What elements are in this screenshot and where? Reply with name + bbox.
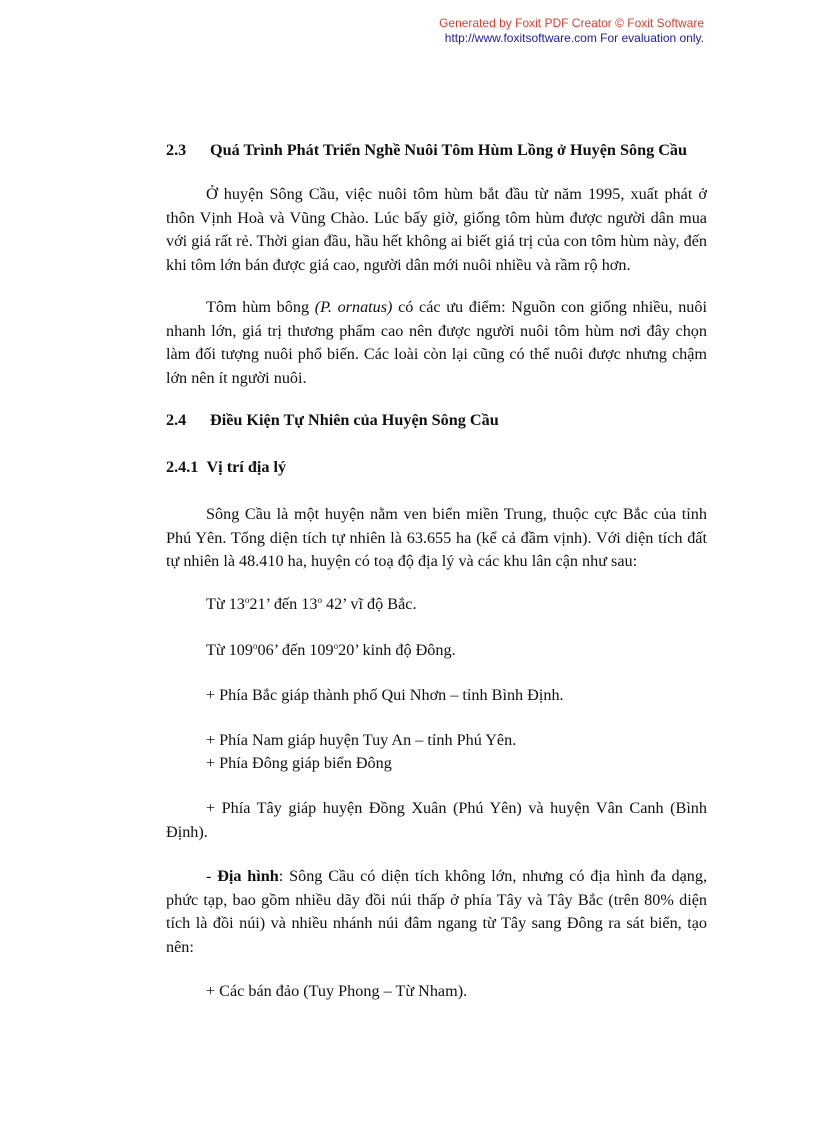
border-south: + Phía Nam giáp huyện Tuy An – tỉnh Phú Yên. <box>206 731 517 749</box>
watermark-line2: http://www.foxitsoftware.com For evaluation only. <box>444 31 704 45</box>
peninsulas-line: + Các bán đảo (Tuy Phong – Từ Nham). <box>206 982 468 1000</box>
ornatus-species-name: (P. ornatus) <box>314 298 393 316</box>
paragraph-ornatus <box>166 296 707 391</box>
heading-2-3 <box>166 139 707 163</box>
heading-2-4-number: 2.4 <box>166 411 187 429</box>
border-west: + Phía Tây giáp huyện Đồng Xuân (Phú Yên) và huyện Vân Canh (Bình Định). <box>166 799 707 841</box>
heading-2-4 <box>166 409 707 433</box>
paragraph-history: Ở huyện Sông Cầu, việc nuôi tôm hùm bắt đầu từ năm 1995, xuất phát ở thôn Vịnh Hoà và Vũng Chào. Lúc bấy giờ, giống tôm hùm được người dân mua với giá rất rẻ. Thời gian đầu, hầu hết không ai biết giá trị của con tôm hùm này, đến khi tôm lớn bán được giá cao, người dân mới nuôi nhiều và rầm rộ hơn. <box>166 185 707 275</box>
border-east: + Phía Đông giáp biển Đông <box>206 754 392 772</box>
heading-2-4-1-title: Vị trí địa lý <box>206 458 287 476</box>
watermark-line1: Generated by Foxit PDF Creator © Foxit Software <box>439 16 704 30</box>
paragraph-location: Sông Cầu là một huyện nằm ven biển miền Trung, thuộc cực Bắc của tỉnh Phú Yên. Tổng diện tích tự nhiên là 63.655 ha (kể cả đầm vịnh). Với diện tích đất tự nhiên là 48.410 ha, huyện có toạ độ địa lý và các khu lân cận như sau: <box>166 505 707 571</box>
ornatus-text-post: có các ưu điểm: Nguồn con giống nhiều, nuôi nhanh lớn, giá trị thương phẩm cao nên được người nuôi tôm hùm nơi đây chọn làm đối tượng nuôi phổ biến. Các loài còn lại cũng có thể nuôi được nhưng chậm lớn nên ít người nuôi. <box>166 298 707 388</box>
heading-2-3-title: Quá Trình Phát Triển Nghề Nuôi Tôm Hùm Lồng ở Huyện Sông Cầu <box>210 141 688 159</box>
heading-2-3-number: 2.3 <box>166 141 187 159</box>
heading-2-4-title: Điều Kiện Tự Nhiên của Huyện Sông Cầu <box>210 411 499 429</box>
longitude-line: Từ 109$^o$06’ đến 109$^o$20’ kinh độ Đông. <box>206 641 456 659</box>
heading-2-4-1 <box>166 456 707 480</box>
border-north: + Phía Bắc giáp thành phố Qui Nhơn – tỉnh Bình Định. <box>206 686 564 704</box>
ornatus-text-pre: Tôm hùm bông <box>206 298 315 316</box>
paragraph-terrain: - Địa hình: Sông Cầu có diện tích không lớn, nhưng có địa hình đa dạng, phức tạp, bao gồm nhiều dãy đồi núi thấp ở phía Tây và Tây Bắc (trên 80% diện tích là đồi núi) và nhiều nhánh núi đâm ngang từ Tây sang Đông ra sát biển, tạo nên: <box>166 867 707 957</box>
latitude-line: Từ 13$^o$21’ đến 13$^o$ 42’ vĩ độ Bắc. <box>206 595 417 613</box>
heading-2-4-1-number: 2.4.1 <box>166 458 199 476</box>
terrain-label: Địa hình <box>217 867 279 885</box>
